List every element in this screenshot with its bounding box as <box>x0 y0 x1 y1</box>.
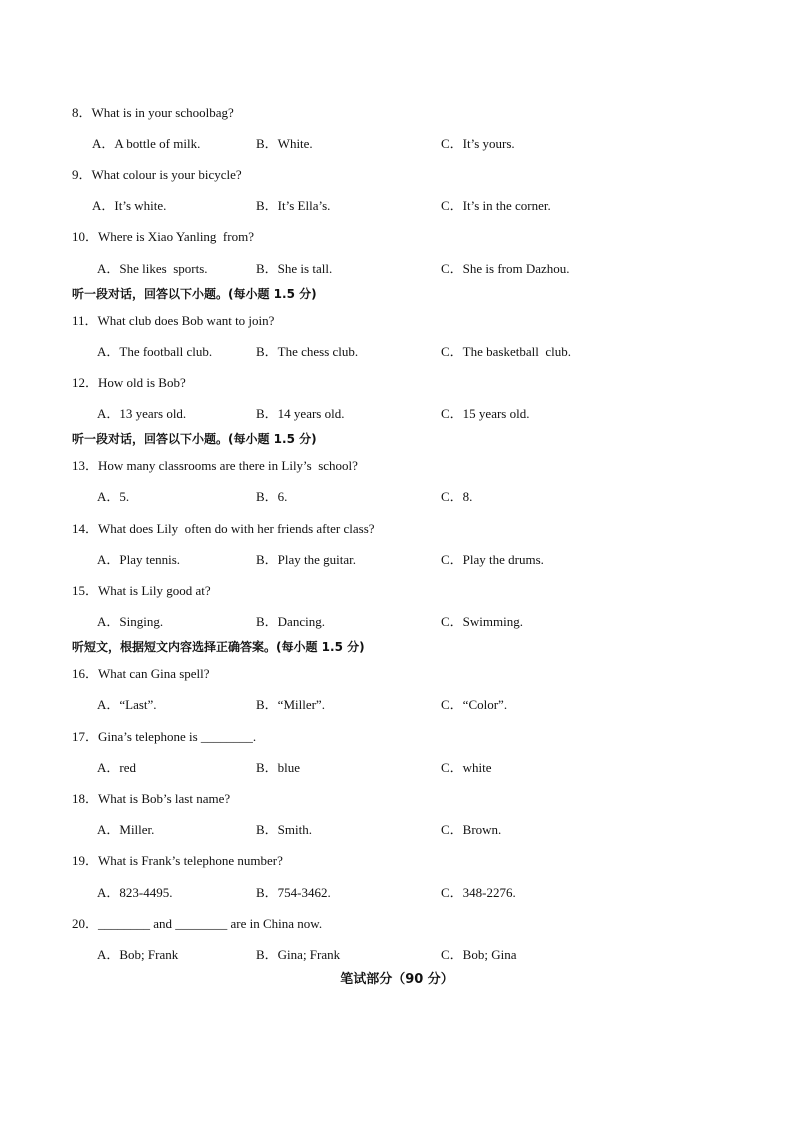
option-b: B．Smith. <box>256 822 312 837</box>
option-a: A．red <box>97 760 136 775</box>
option-a: A．Miller. <box>97 822 155 837</box>
option-c: C．white <box>441 760 492 775</box>
option-a: A．The football club. <box>97 344 213 359</box>
question-11: 11．What club does Bob want to join? <box>72 313 275 328</box>
written-part-title: 笔试部分（90 分） <box>340 972 454 987</box>
option-a: A．It’s white. <box>92 198 167 213</box>
question-16: 16．What can Gina spell? <box>72 666 210 681</box>
question-9: 9．What colour is your bicycle? <box>72 167 242 182</box>
question-20: 20．________ and ________ are in China now. <box>72 916 323 931</box>
option-c: C．It’s yours. <box>441 136 515 151</box>
option-a: A．Play tennis. <box>97 552 181 567</box>
option-a: A．A bottle of milk. <box>92 136 201 151</box>
option-a: A．Singing. <box>97 614 164 629</box>
question-17: 17．Gina’s telephone is ________. <box>72 729 257 744</box>
option-b: B．It’s Ella’s. <box>256 198 331 213</box>
question-14: 14．What does Lily often do with her friends after class? <box>72 521 375 536</box>
option-c: C．15 years old. <box>441 406 530 421</box>
question-15: 15．What is Lily good at? <box>72 583 211 598</box>
option-c: C．Play the drums. <box>441 552 544 567</box>
option-b: B．14 years old. <box>256 406 345 421</box>
option-a: A．13 years old. <box>97 406 187 421</box>
option-b: B．Gina; Frank <box>256 947 341 962</box>
option-a: A．Bob; Frank <box>97 947 179 962</box>
option-c: C．Bob; Gina <box>441 947 517 962</box>
option-b: B．She is tall. <box>256 261 333 276</box>
option-c: C．She is from Dazhou. <box>441 261 570 276</box>
option-c: C．Swimming. <box>441 614 523 629</box>
option-c: C．It’s in the corner. <box>441 198 551 213</box>
option-c: C．“Color”. <box>441 697 508 712</box>
option-b: B．blue <box>256 760 301 775</box>
question-10: 10．Where is Xiao Yanling from? <box>72 229 254 244</box>
question-12: 12．How old is Bob? <box>72 375 186 390</box>
question-8: 8．What is in your schoolbag? <box>72 105 234 120</box>
option-c: C．Brown. <box>441 822 502 837</box>
option-c: C．348-2276. <box>441 885 516 900</box>
option-a: A．823-4495. <box>97 885 173 900</box>
option-b: B．Dancing. <box>256 614 325 629</box>
option-b: B．The chess club. <box>256 344 359 359</box>
section-heading-passage: 听短文，根据短文内容选择正确答案。(每小题 1.5 分) <box>72 640 365 654</box>
option-b: B．Play the guitar. <box>256 552 357 567</box>
option-c: C．The basketball club. <box>441 344 571 359</box>
option-a: A．5. <box>97 489 130 504</box>
question-13: 13．How many classrooms are there in Lily’s school? <box>72 458 358 473</box>
question-18: 18．What is Bob’s last name? <box>72 791 231 806</box>
section-heading-dialogue-1: 听一段对话，回答以下小题。(每小题 1.5 分) <box>72 287 317 301</box>
option-b: B．“Miller”. <box>256 697 325 712</box>
option-a: A．“Last”. <box>97 697 157 712</box>
question-19: 19．What is Frank’s telephone number? <box>72 853 283 868</box>
option-b: B．6. <box>256 489 288 504</box>
section-heading-dialogue-2: 听一段对话，回答以下小题。(每小题 1.5 分) <box>72 432 317 446</box>
option-b: B．754-3462. <box>256 885 331 900</box>
option-a: A．She likes sports. <box>97 261 208 276</box>
option-b: B．White. <box>256 136 313 151</box>
option-c: C．8. <box>441 489 473 504</box>
